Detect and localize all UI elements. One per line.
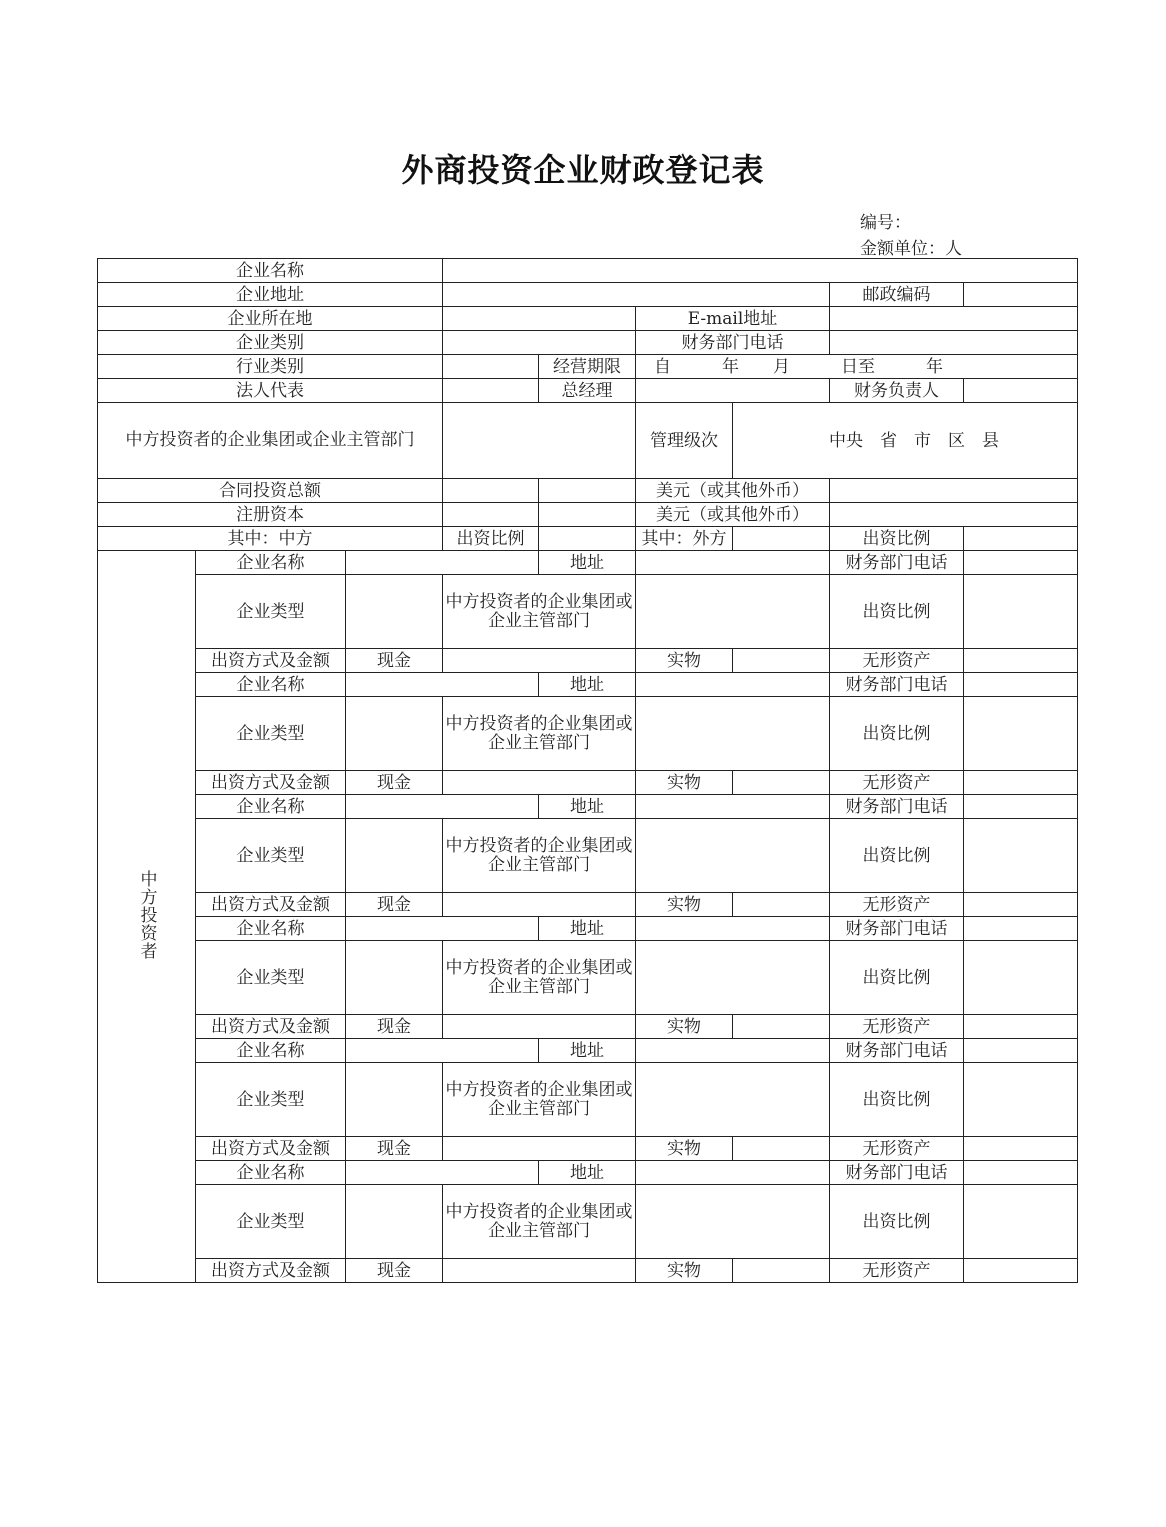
investor-method-label: 出资方式及金额 <box>196 1137 346 1161</box>
investor-address-field[interactable] <box>636 1161 830 1185</box>
investor-intangible-label: 无形资产 <box>830 893 964 917</box>
investor-phone-field[interactable] <box>964 1161 1078 1185</box>
investor-intangible-field[interactable] <box>964 771 1078 795</box>
investor-type-label: 企业类型 <box>196 575 346 649</box>
investor-physical-field[interactable] <box>733 893 830 917</box>
group-dept-field[interactable] <box>443 403 636 479</box>
investor-type-label: 企业类型 <box>196 1185 346 1259</box>
investor-physical-label: 实物 <box>636 893 733 917</box>
investor-intangible-field[interactable] <box>964 1259 1078 1283</box>
investor-method-label: 出资方式及金额 <box>196 649 346 673</box>
investor-cash-label: 现金 <box>346 1137 443 1161</box>
total-investment-field-2[interactable] <box>539 479 636 503</box>
investor-ratio-field[interactable] <box>964 819 1078 893</box>
investor-cash-field[interactable] <box>443 1259 636 1283</box>
company-category-field[interactable] <box>443 331 636 355</box>
investor-group-label: 中方投资者的企业集团或企业主管部门 <box>443 575 636 649</box>
investor-group-field[interactable] <box>636 697 830 771</box>
investor-address-label: 地址 <box>539 795 636 819</box>
investor-address-label: 地址 <box>539 673 636 697</box>
investor-cash-label: 现金 <box>346 771 443 795</box>
investor-physical-label: 实物 <box>636 1015 733 1039</box>
investor-group-field[interactable] <box>636 1063 830 1137</box>
company-category-label: 企业类别 <box>98 331 443 355</box>
group-dept-label: 中方投资者的企业集团或企业主管部门 <box>98 403 443 479</box>
investor-phone-field[interactable] <box>964 1039 1078 1063</box>
investor-phone-field[interactable] <box>964 673 1078 697</box>
investor-address-field[interactable] <box>636 551 830 575</box>
investor-type-field[interactable] <box>346 697 443 771</box>
total-investment-field[interactable] <box>443 479 539 503</box>
investor-ratio-field[interactable] <box>964 941 1078 1015</box>
investor-ratio-field[interactable] <box>964 1063 1078 1137</box>
investor-type-label: 企业类型 <box>196 941 346 1015</box>
investor-group-label: 中方投资者的企业集团或企业主管部门 <box>443 941 636 1015</box>
foreign-ratio-label: 出资比例 <box>830 527 964 551</box>
investor-phone-label: 财务部门电话 <box>830 1161 964 1185</box>
investor-ratio-field[interactable] <box>964 1185 1078 1259</box>
registration-form <box>97 258 1000 1343</box>
investor-type-field[interactable] <box>346 819 443 893</box>
investor-physical-field[interactable] <box>733 1259 830 1283</box>
investor-name-field[interactable] <box>346 795 539 819</box>
investor-name-label: 企业名称 <box>196 795 346 819</box>
finance-phone-field[interactable] <box>830 331 1078 355</box>
investor-intangible-label: 无形资产 <box>830 1259 964 1283</box>
investor-cash-label: 现金 <box>346 1259 443 1283</box>
investor-group-label: 中方投资者的企业集团或企业主管部门 <box>443 819 636 893</box>
form-table <box>97 258 1078 1283</box>
investor-name-label: 企业名称 <box>196 1161 346 1185</box>
investor-address-field[interactable] <box>636 1039 830 1063</box>
registered-capital-label: 注册资本 <box>98 503 443 527</box>
investor-cash-field[interactable] <box>443 1015 636 1039</box>
total-investment-label: 合同投资总额 <box>98 479 443 503</box>
postal-code-field[interactable] <box>964 283 1078 307</box>
amount-unit-label: 金额单位：人 <box>860 239 962 259</box>
investor-group-field[interactable] <box>636 941 830 1015</box>
investor-phone-label: 财务部门电话 <box>830 917 964 941</box>
investor-method-label: 出资方式及金额 <box>196 1259 346 1283</box>
general-manager-field[interactable] <box>636 379 830 403</box>
investor-name-label: 企业名称 <box>196 1039 346 1063</box>
general-manager-label: 总经理 <box>539 379 636 403</box>
legal-rep-field[interactable] <box>443 379 539 403</box>
investor-cash-field[interactable] <box>443 1137 636 1161</box>
investor-cash-field[interactable] <box>443 771 636 795</box>
operating-period-field[interactable]: 自 年 月 日至 年 <box>636 355 1078 379</box>
investor-physical-field[interactable] <box>733 771 830 795</box>
registered-capital-currency-field[interactable] <box>830 503 1078 527</box>
investor-cash-label: 现金 <box>346 649 443 673</box>
registered-capital-field[interactable] <box>443 503 539 527</box>
investor-cash-label: 现金 <box>346 1015 443 1039</box>
investor-address-label: 地址 <box>539 1039 636 1063</box>
registered-capital-field-2[interactable] <box>539 503 636 527</box>
investor-group-field[interactable] <box>636 1185 830 1259</box>
investor-name-field[interactable] <box>346 1039 539 1063</box>
investor-physical-label: 实物 <box>636 771 733 795</box>
investor-address-label: 地址 <box>539 551 636 575</box>
investor-intangible-label: 无形资产 <box>830 1015 964 1039</box>
investor-ratio-label: 出资比例 <box>830 575 964 649</box>
investor-intangible-field[interactable] <box>964 1137 1078 1161</box>
investor-physical-field[interactable] <box>733 1137 830 1161</box>
email-label: E-mail地址 <box>636 307 830 331</box>
investor-type-label: 企业类型 <box>196 697 346 771</box>
postal-code-label: 邮政编码 <box>830 283 964 307</box>
investor-intangible-label: 无形资产 <box>830 649 964 673</box>
cn-investor-section-label: 中方投资者 <box>98 551 196 1283</box>
investor-name-label: 企业名称 <box>196 673 346 697</box>
mgmt-level-options[interactable]: 中央 省 市 区 县 <box>733 403 1078 479</box>
investor-type-field[interactable] <box>346 941 443 1015</box>
investor-intangible-field[interactable] <box>964 649 1078 673</box>
investor-name-field[interactable] <box>346 551 539 575</box>
among-foreign-label: 其中：外方 <box>636 527 733 551</box>
among-cn-label: 其中：中方 <box>98 527 443 551</box>
investor-physical-label: 实物 <box>636 1259 733 1283</box>
investor-phone-field[interactable] <box>964 917 1078 941</box>
investor-phone-label: 财务部门电话 <box>830 673 964 697</box>
investor-type-field[interactable] <box>346 1185 443 1259</box>
investor-address-field[interactable] <box>636 917 830 941</box>
company-location-label: 企业所在地 <box>98 307 443 331</box>
investor-ratio-label: 出资比例 <box>830 819 964 893</box>
cn-ratio-field[interactable] <box>539 527 636 551</box>
investor-name-field[interactable] <box>346 1161 539 1185</box>
total-investment-currency-field[interactable] <box>830 479 1078 503</box>
foreign-amount-field[interactable] <box>733 527 830 551</box>
investor-name-field[interactable] <box>346 673 539 697</box>
investor-cash-field[interactable] <box>443 649 636 673</box>
mgmt-level-label: 管理级次 <box>636 403 733 479</box>
investor-group-label: 中方投资者的企业集团或企业主管部门 <box>443 1063 636 1137</box>
investor-group-label: 中方投资者的企业集团或企业主管部门 <box>443 1185 636 1259</box>
cn-ratio-label: 出资比例 <box>443 527 539 551</box>
company-location-field[interactable] <box>443 307 636 331</box>
investor-name-field[interactable] <box>346 917 539 941</box>
investor-phone-label: 财务部门电话 <box>830 551 964 575</box>
investor-phone-field[interactable] <box>964 795 1078 819</box>
investor-ratio-field[interactable] <box>964 575 1078 649</box>
investor-address-label: 地址 <box>539 917 636 941</box>
investor-intangible-field[interactable] <box>964 893 1078 917</box>
investor-ratio-label: 出资比例 <box>830 1063 964 1137</box>
investor-group-label: 中方投资者的企业集团或企业主管部门 <box>443 697 636 771</box>
investor-physical-label: 实物 <box>636 649 733 673</box>
investor-physical-label: 实物 <box>636 1137 733 1161</box>
investor-ratio-field[interactable] <box>964 697 1078 771</box>
investor-phone-label: 财务部门电话 <box>830 1039 964 1063</box>
investor-intangible-label: 无形资产 <box>830 771 964 795</box>
investor-physical-field[interactable] <box>733 1015 830 1039</box>
investor-ratio-label: 出资比例 <box>830 1185 964 1259</box>
email-field[interactable] <box>830 307 1078 331</box>
company-address-field[interactable] <box>443 283 830 307</box>
industry-category-field[interactable] <box>443 355 539 379</box>
serial-number-label: 编号： <box>860 213 911 233</box>
operating-period-label: 经营期限 <box>539 355 636 379</box>
company-name-label: 企业名称 <box>98 259 443 283</box>
finance-head-field[interactable] <box>964 379 1078 403</box>
investor-type-label: 企业类型 <box>196 819 346 893</box>
investor-name-label: 企业名称 <box>196 917 346 941</box>
investor-ratio-label: 出资比例 <box>830 697 964 771</box>
investor-address-label: 地址 <box>539 1161 636 1185</box>
investor-intangible-field[interactable] <box>964 1015 1078 1039</box>
investor-physical-field[interactable] <box>733 649 830 673</box>
investor-type-field[interactable] <box>346 575 443 649</box>
total-investment-currency-label: 美元（或其他外币） <box>636 479 830 503</box>
investor-method-label: 出资方式及金额 <box>196 771 346 795</box>
investor-ratio-label: 出资比例 <box>830 941 964 1015</box>
investor-phone-label: 财务部门电话 <box>830 795 964 819</box>
finance-phone-label: 财务部门电话 <box>636 331 830 355</box>
investor-address-field[interactable] <box>636 673 830 697</box>
finance-head-label: 财务负责人 <box>830 379 964 403</box>
investor-cash-field[interactable] <box>443 893 636 917</box>
foreign-ratio-field[interactable] <box>964 527 1078 551</box>
investor-cash-label: 现金 <box>346 893 443 917</box>
legal-rep-label: 法人代表 <box>98 379 443 403</box>
industry-category-label: 行业类别 <box>98 355 443 379</box>
investor-group-field[interactable] <box>636 819 830 893</box>
investor-group-field[interactable] <box>636 575 830 649</box>
investor-intangible-label: 无形资产 <box>830 1137 964 1161</box>
investor-address-field[interactable] <box>636 795 830 819</box>
investor-phone-field[interactable] <box>964 551 1078 575</box>
registered-capital-currency-label: 美元（或其他外币） <box>636 503 830 527</box>
company-name-field[interactable] <box>443 259 1078 283</box>
investor-method-label: 出资方式及金额 <box>196 893 346 917</box>
investor-name-label: 企业名称 <box>196 551 346 575</box>
investor-type-label: 企业类型 <box>196 1063 346 1137</box>
investor-type-field[interactable] <box>346 1063 443 1137</box>
page-title: 外商投资企业财政登记表 <box>401 151 765 189</box>
investor-method-label: 出资方式及金额 <box>196 1015 346 1039</box>
company-address-label: 企业地址 <box>98 283 443 307</box>
